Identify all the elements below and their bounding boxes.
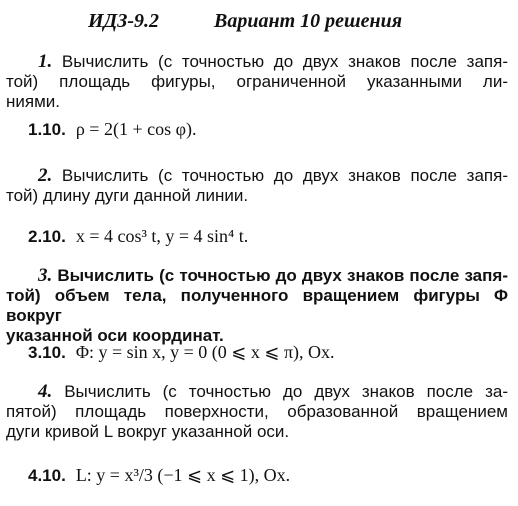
assignment-code: ИДЗ-9.2 [88,10,160,32]
task-line: ниями. [6,92,60,111]
task-number: 4. [38,381,53,402]
task-line: Вычислить (с точностью до двух знаков после запя- [61,166,508,185]
task-line: той) площадь фигуры, ограниченной указанными ли- [6,72,508,91]
task-2-text [6,166,508,206]
task-number: 2. [38,165,53,186]
task-number: 3. [38,265,53,286]
task-3-formula [28,342,335,363]
formula-number: 2.10. [28,227,66,246]
task-2-formula [28,226,248,247]
formula-text: x = 4 cos³ t, y = 4 sin⁴ t. [75,226,249,246]
formula-number: 4.10. [28,466,66,485]
task-line: пятой) площадь поверхности, образованной вращением [6,402,508,421]
task-3-text [6,266,508,346]
task-line: Вычислить (с точностью до двух знаков после запя- [57,266,508,285]
task-line: той) объем тела, полученного вращением фигуры Φ вокруг [6,286,508,325]
variant-title: Вариант 10 решения [214,10,403,32]
formula-text: Φ: y = sin x, y = 0 (0 ⩽ x ⩽ π), Ox. [75,342,335,362]
task-4-formula [28,465,290,486]
formula-number: 1.10. [28,120,66,139]
task-4-text [6,382,508,442]
task-line: той) длину дуги данной линии. [6,186,249,205]
formula-text: L: y = x³/3 (−1 ⩽ x ⩽ 1), Ox. [75,465,291,485]
formula-number: 3.10. [28,343,66,362]
task-line: указанной оси координат. [6,326,224,345]
task-number: 1. [38,51,53,72]
task-1-text [6,52,508,112]
formula-text: ρ = 2(1 + cos φ). [75,119,197,139]
task-line: Вычислить (с точностью до двух знаков после за- [64,382,508,401]
task-1-formula [28,119,196,140]
task-line: Вычислить (с точностью до двух знаков после запя- [61,52,508,71]
task-line: дуги кривой L вокруг указанной оси. [6,422,290,441]
